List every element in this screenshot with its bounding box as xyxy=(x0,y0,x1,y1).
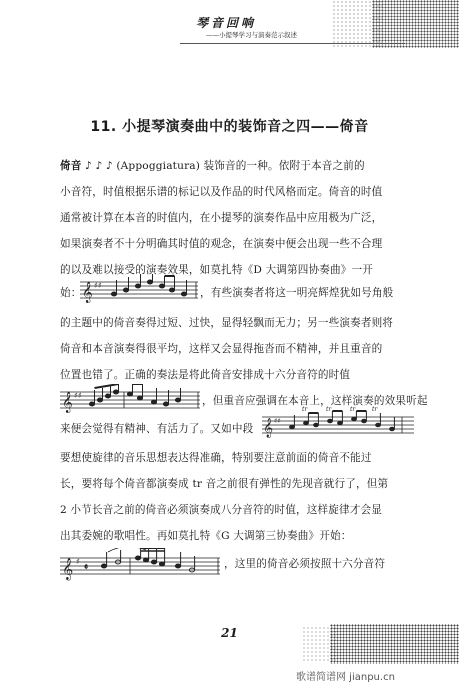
header-rule xyxy=(180,43,405,44)
text-line-1 xyxy=(60,158,395,173)
svg-text:𝄵: 𝄵 xyxy=(84,563,89,573)
svg-text:♯: ♯ xyxy=(76,557,80,566)
svg-text:♯♯: ♯♯ xyxy=(74,391,82,400)
svg-text:tr: tr xyxy=(302,406,308,413)
text-line-3: 通常被计算在本音的时值内，在小提琴的演奏作品中应用极为广泛， xyxy=(60,212,383,224)
text-line-16-end: ，这里的倚音必须按照十六分音符 xyxy=(224,558,386,570)
header-subtitle: ——小提琴学习与演奏范示叙述 xyxy=(206,31,297,39)
svg-text:♯♯: ♯♯ xyxy=(274,417,281,425)
svg-text:tr: tr xyxy=(326,406,332,413)
text-line-6-end: ，有些演奏者将这一明亮辉煌犹如号角般 xyxy=(200,287,394,299)
svg-text:𝄞: 𝄞 xyxy=(62,392,73,413)
svg-text:♯♯: ♯♯ xyxy=(94,281,102,290)
text-line-9: 位置也错了。正确的奏法是将此倚音安排成十六分音符的时值 xyxy=(60,369,351,381)
svg-text:𝄞: 𝄞 xyxy=(263,418,274,438)
text-line-11: 来便会觉得有精神、有活力了。又如中段 xyxy=(60,423,254,435)
term-appoggiatura: 倚音 xyxy=(60,160,82,172)
svg-text:tr: tr xyxy=(372,406,378,413)
text-line-10-end: ，但重音应强调在本音上，这样演奏的效果听起 xyxy=(202,395,428,407)
svg-text:𝄞: 𝄞 xyxy=(62,558,74,580)
section-heading: 11. 小提琴演奏曲中的装饰音之四——倚音 xyxy=(90,119,369,135)
header-halftone xyxy=(372,0,459,48)
text-line-14: 2 小节长音之前的倚音必须演奏成八分音符的时值，这样旋律才会显 xyxy=(60,504,382,516)
header-title: 琴音回响 xyxy=(196,16,257,30)
text-line-2: 小音符，时值根据乐谱的标记以及作品的时代风格而定。倚音的时值 xyxy=(60,186,383,198)
text-line-8: 倚音和本音演奏得很平均，这样又会显得拖沓而不精神，并且重音的 xyxy=(60,343,383,355)
page-number: 21 xyxy=(221,626,238,640)
music-example-2 xyxy=(60,384,200,418)
text-line-4: 如果演奏者不十分明确其时值的观念，在演奏中便会出现一些不合理 xyxy=(60,238,383,250)
text-line-12: 要想使旋律的音乐思想表达得准确，特别要注意前面的倚音不能过 xyxy=(60,452,372,464)
svg-text:tr: tr xyxy=(350,406,356,413)
text-line-1-rest: (Appoggiatura) 装饰音的一种。依附于本音之前的 xyxy=(116,160,365,172)
watermark: 歌谱简谱网 jianpu.cn xyxy=(296,672,395,683)
text-line-7: 的主题中的倚音奏得过短、过快，显得轻飘而无力；另一些演奏者则将 xyxy=(60,317,394,329)
text-line-15: 出其委婉的歌唱性。再如莫扎特《G 大调第三协奏曲》开始： xyxy=(60,530,352,542)
music-example-1 xyxy=(80,274,198,306)
music-example-4 xyxy=(60,548,220,586)
music-example-3 xyxy=(262,405,414,441)
grace-note-symbols: ♪ ♪ ♪ xyxy=(85,160,113,172)
svg-text:𝄞: 𝄞 xyxy=(82,282,93,303)
text-line-6-start: 始： xyxy=(60,287,82,299)
text-line-5: 的以及难以接受的演奏效果，如莫扎特《D 大调第四协奏曲》一开 xyxy=(60,264,373,276)
text-line-13: 长，要将每个倚音都演奏成 tr 音之前很有弹性的先现音就行了，但第 xyxy=(60,478,389,490)
